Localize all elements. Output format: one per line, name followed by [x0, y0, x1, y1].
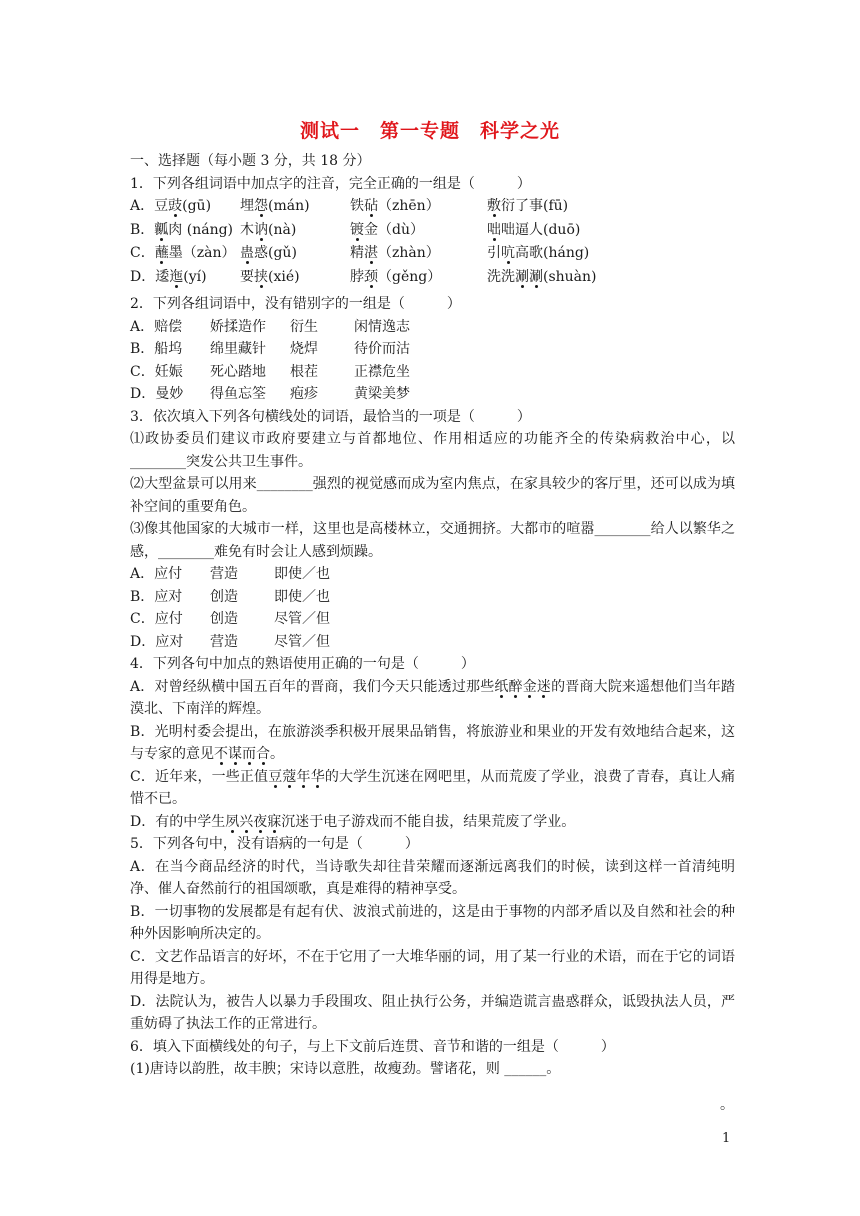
section-heading: 一、选择题（每小题 3 分，共 18 分） — [130, 153, 371, 169]
dotted-char: 华 — [310, 768, 325, 785]
dotted-char: 寐 — [267, 813, 282, 830]
page-title: 测试一 第一专题 科学之光 — [299, 120, 560, 142]
q1-b-word2: 木讷(nà) — [240, 221, 297, 238]
q2-option-b — [130, 338, 735, 361]
q3-c-word2: 创造 — [210, 611, 238, 627]
q6-line-1: (1)唐诗以韵胜，故丰腴；宋诗以意胜，故瘦劲。譬诸花，则 ______。 — [130, 1061, 561, 1077]
q2-a-word4: 闲情逸志 — [354, 318, 410, 335]
q1-c-word4: 引吭高歌(háng) — [487, 245, 590, 261]
q2-b-word4: 待价而沽 — [354, 341, 410, 357]
dotted-idiom — [225, 814, 281, 830]
q1-option-row — [130, 242, 735, 266]
q3-d-word3: 尽管／但 — [274, 633, 330, 650]
q5-option-d: D．法院认为，被告人以暴力手段围攻、阻止执行公务，并编造谎言蛊惑群众，诋毁执法人员，严重妨碍了执法工作的正常进行。 — [130, 993, 735, 1032]
q1-stem: 1．下列各组词语中加点字的注音，完全正确的一组是（ ） — [130, 175, 531, 192]
q5-option-b: B．一切事物的发展都是有起有伏、波浪式前进的，这是由于事物的内部矛盾以及自然和社会的种种外因影响所决定的。 — [130, 903, 735, 942]
q1-a-word3: 铁砧（zhēn） — [350, 198, 440, 214]
q1-d-word3: 脖颈（gěng） — [350, 268, 442, 285]
q1-d-word1: D．逶迤(yí) — [130, 268, 207, 285]
q3-b-word2: 创造 — [210, 588, 238, 605]
q3-a-word2: 营造 — [210, 566, 238, 582]
q2-b-word3: 烧焊 — [290, 341, 318, 357]
q3-sentence-2: ⑵大型盆景可以用来________强烈的视觉感而成为室内焦点，在家具较少的客厅里，还可以成为填补空间的重要角色。 — [130, 476, 735, 515]
q3-b-word1: B．应对 — [130, 588, 183, 605]
q2-d-word1: D．曼妙 — [130, 386, 184, 402]
q3-option-d — [130, 631, 735, 654]
q2-a-word1: A．赔偿 — [130, 318, 183, 335]
q2-option-d — [130, 383, 735, 406]
dotted-char: 不 — [214, 746, 228, 762]
q1-c-word1: C．蘸墨（zàn） — [130, 245, 236, 261]
q3-a-word3: 即使／也 — [274, 566, 330, 582]
dotted-idiom — [494, 679, 551, 695]
q2-c-word1: C．妊娠 — [130, 363, 183, 380]
q3-b-word3: 即使／也 — [274, 588, 330, 605]
dotted-char: 醉 — [508, 678, 523, 695]
q3-d-word1: D．应对 — [130, 633, 184, 650]
dotted-char: 迷 — [536, 678, 552, 695]
q1-c-word2: 蛊惑(gǔ) — [240, 245, 297, 261]
q2-d-word3: 疱疹 — [290, 386, 318, 402]
question-content — [130, 150, 735, 1081]
dotted-char: 兴 — [239, 813, 254, 830]
q1-c-word3: 精湛（zhàn） — [350, 245, 440, 261]
q2-c-word2: 死心踏地 — [210, 363, 266, 380]
q2-d-word4: 黄梁美梦 — [354, 386, 410, 402]
q2-c-word3: 根茬 — [290, 363, 318, 380]
q1-option-row — [130, 195, 735, 219]
q4-option-b: B．光明村委会提出，在旅游淡季积极开展果品销售，将旅游业和果业的开发有效地结合起来，这与专家的意见不谋而合。 — [130, 723, 735, 762]
dotted-char: 金 — [522, 678, 537, 695]
dotted-char: 豆 — [268, 768, 283, 785]
q4-stem: 4．下列各句中加点的熟语使用正确的一句是（ ） — [130, 656, 475, 672]
q3-sentence-3: ⑶像其他国家的大城市一样，这里也是高楼林立，交通拥挤。大都市的喧嚣________给人以繁华之感，________难免有时会让人感到烦躁。 — [130, 521, 735, 560]
q6-trailing-mark: 。 — [720, 1097, 734, 1113]
q1-b-word3: 镀金（dù） — [350, 221, 424, 238]
q3-a-word1: A．应付 — [130, 566, 183, 582]
q2-b-word2: 绵里藏针 — [210, 341, 266, 357]
page-number: 1 — [722, 1131, 731, 1146]
q5-option-a: A．在当今商品经济的时代，当诗歌失却往昔荣耀而逐渐远离我们的时候，读到这样一首清纯明净、催人奋然前行的祖国颂歌，真是难得的精神享受。 — [130, 858, 735, 897]
dotted-char: 蔻 — [282, 768, 297, 785]
q4-option-a: A．对曾经纵横中国五百年的晋商，我们今天只能透过那些纸醉金迷的晋商大院来遥想他们当年踏漠北、下南洋的辉煌。 — [130, 678, 736, 717]
q3-d-word2: 营造 — [210, 633, 238, 650]
q4-option-c: C．近年来，一些正值豆蔻年华的大学生沉迷在网吧里，从而荒废了学业，浪费了青春，真让人痛惜不已。 — [130, 768, 736, 807]
q3-option-b — [130, 586, 735, 609]
dotted-idiom — [214, 746, 270, 762]
dotted-char: 合 — [256, 746, 270, 762]
q1-option-row — [130, 266, 735, 290]
q1-a-word2: 埋怨(mán) — [240, 198, 310, 214]
q2-b-word1: B．船坞 — [130, 341, 183, 357]
dotted-char: 涮 — [515, 268, 529, 285]
q1-d-word4: 洗洗涮涮(shuàn) — [487, 268, 597, 285]
q1-b-word1: B．瓤肉 (náng) — [130, 221, 234, 238]
dotted-idiom — [268, 769, 325, 785]
q1-b-word4: 咄咄逼人(duō) — [487, 221, 581, 238]
q3-c-word1: C．应付 — [130, 611, 183, 627]
q2-d-word2: 得鱼忘筌 — [210, 386, 266, 402]
dotted-char: 纸 — [494, 678, 509, 695]
q2-c-word4: 正襟危坐 — [354, 363, 410, 380]
q1-a-word1: A．豆豉(gū) — [130, 198, 212, 214]
q4-option-d: D．有的中学生夙兴夜寐沉迷于电子游戏而不能自拔，结果荒废了学业。 — [130, 813, 576, 830]
dotted-char: 夙 — [225, 813, 240, 830]
q2-a-word3: 衍生 — [290, 318, 318, 335]
dotted-char: 而 — [242, 746, 256, 762]
q1-d-word2: 要挟(xié) — [240, 268, 300, 285]
q2-a-word2: 娇揉造作 — [210, 318, 266, 335]
q2-option-c — [130, 361, 735, 384]
q5-option-c: C．文艺作品语言的好坏，不在于它用了一大堆华丽的词，用了某一行业的术语，而在于它的词语用得是地方。 — [130, 948, 735, 987]
q3-option-a — [130, 563, 735, 586]
q3-sentence-1: ⑴政协委员们建议市政府要建立与首都地位、作用相适应的功能齐全的传染病救治中心，以________突发公共卫生事件。 — [130, 431, 735, 470]
q1-option-row — [130, 219, 735, 243]
q2-option-a — [130, 316, 735, 339]
q1-options — [130, 195, 735, 289]
q2-stem: 2．下列各组词语中，没有错别字的一组是（ ） — [130, 296, 461, 312]
q1-a-word4: 敷衍了事(fū) — [487, 198, 569, 214]
q6-stem: 6．填入下面横线处的句子，与上下文前后连贯、音节和谐的一组是（ ） — [130, 1038, 615, 1055]
q3-option-c — [130, 608, 735, 631]
dotted-char: 年 — [296, 768, 311, 785]
q3-c-word3: 尽管／但 — [274, 611, 330, 627]
q3-stem: 3．依次填入下列各句横线处的词语，最恰当的一项是（ ） — [130, 408, 531, 425]
q5-stem: 5．下列各句中，没有语病的一句是（ ） — [130, 836, 419, 852]
dotted-char: 涮 — [529, 268, 543, 285]
dotted-char: 夜 — [253, 813, 268, 830]
dotted-char: 谋 — [228, 746, 242, 762]
